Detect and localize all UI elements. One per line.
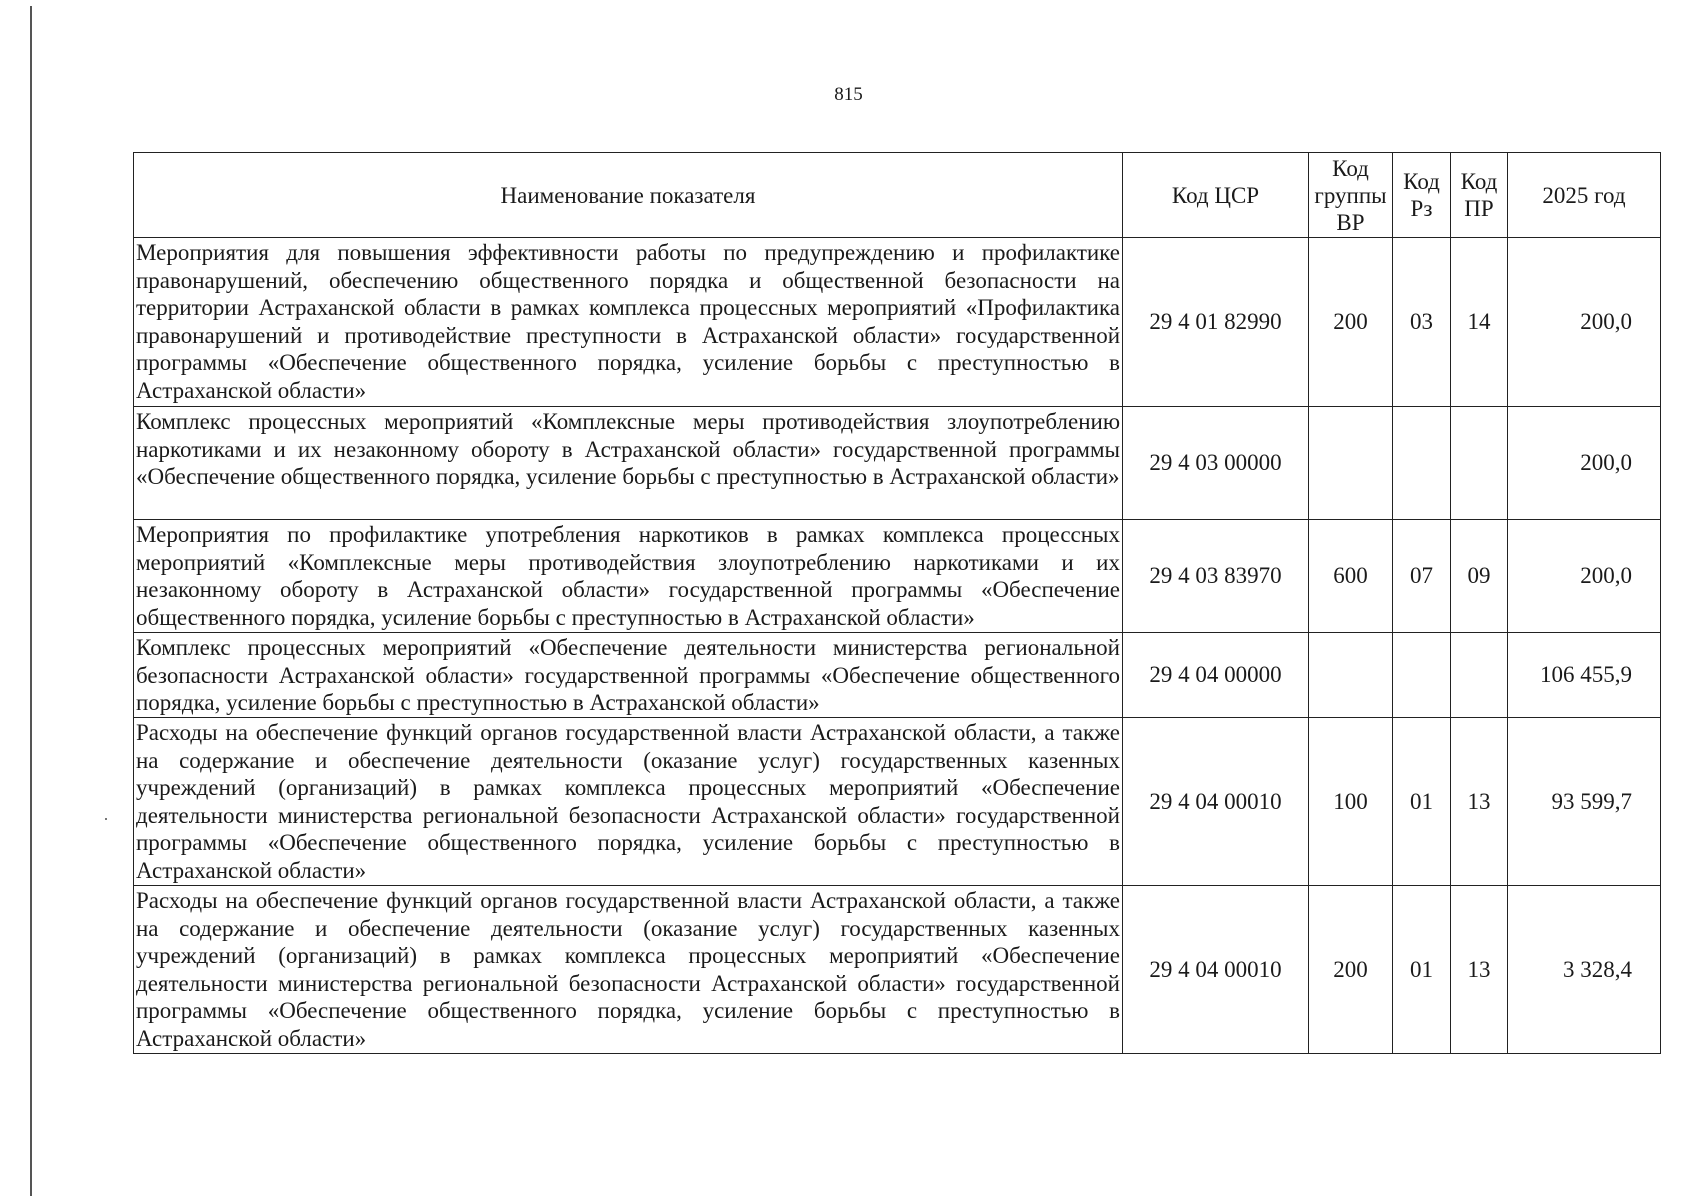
row-csr: 29 4 04 00000 [1123, 633, 1309, 718]
row-name: Комплекс процессных мероприятий «Обеспечение деятельности министерства региональной безопасности Астраханской области» государственной программы «Обеспечение общественного порядка, усиление борьбы с преступностью в Астраханской области» [134, 633, 1123, 718]
row-pr: 14 [1451, 238, 1508, 407]
row-name: Расходы на обеспечение функций органов государственной власти Астраханской области, а также на содержание и обеспечение деятельности (оказание услуг) государственных казенных учреждений (организаций) в рамках комплекса процессных мероприятий «Обеспечение деятельности министерства региональной безопасности Астраханской области» государственной программы «Обеспечение общественного порядка, усиление борьбы с преступностью в Астраханской области» [134, 886, 1123, 1054]
row-amount: 106 455,9 [1508, 633, 1661, 718]
scan-speck [105, 818, 107, 820]
row-name: Комплекс процессных мероприятий «Комплексные меры противодействия злоупотреблению наркотиками и их незаконному обороту в Астраханской области» государственной программы «Обеспечение общественного порядка, усиление борьбы с преступностью в Астраханской области» [134, 407, 1123, 520]
table-row [134, 718, 1661, 886]
row-vr [1309, 633, 1393, 718]
row-amount: 200,0 [1508, 520, 1661, 633]
row-csr: 29 4 04 00010 [1123, 886, 1309, 1054]
row-amount: 3 328,4 [1508, 886, 1661, 1054]
row-amount: 200,0 [1508, 407, 1661, 520]
row-rz: 01 [1393, 886, 1451, 1054]
row-name: Мероприятия по профилактике употребления наркотиков в рамках комплекса процессных мероприятий «Комплексные меры противодействия злоупотреблению наркотиками и их незаконному обороту в Астраханской области» государственной программы «Обеспечение общественного порядка, усиление борьбы с преступностью в Астраханской области» [134, 520, 1123, 633]
table-row [134, 238, 1661, 407]
row-csr: 29 4 03 00000 [1123, 407, 1309, 520]
row-pr [1451, 407, 1508, 520]
row-csr: 29 4 04 00010 [1123, 718, 1309, 886]
table-header-row [134, 153, 1661, 238]
row-rz [1393, 407, 1451, 520]
row-rz: 07 [1393, 520, 1451, 633]
row-csr: 29 4 03 83970 [1123, 520, 1309, 633]
row-rz: 03 [1393, 238, 1451, 407]
row-vr: 600 [1309, 520, 1393, 633]
row-pr: 13 [1451, 886, 1508, 1054]
row-amount: 93 599,7 [1508, 718, 1661, 886]
row-pr: 13 [1451, 718, 1508, 886]
row-csr: 29 4 01 82990 [1123, 238, 1309, 407]
table-row [134, 886, 1661, 1054]
row-vr: 200 [1309, 238, 1393, 407]
header-rz: Код Рз [1393, 153, 1451, 238]
header-vr: Код группы ВР [1309, 153, 1393, 238]
header-pr: Код ПР [1451, 153, 1508, 238]
header-csr: Код ЦСР [1123, 153, 1309, 238]
page-number: 815 [834, 84, 863, 105]
header-year: 2025 год [1508, 153, 1661, 238]
header-name: Наименование показателя [134, 153, 1123, 238]
row-vr: 200 [1309, 886, 1393, 1054]
binding-edge-line [30, 6, 32, 1196]
row-amount: 200,0 [1508, 238, 1661, 407]
table-row [134, 407, 1661, 520]
row-rz [1393, 633, 1451, 718]
table-row [134, 520, 1661, 633]
row-pr [1451, 633, 1508, 718]
row-rz: 01 [1393, 718, 1451, 886]
row-name: Расходы на обеспечение функций органов государственной власти Астраханской области, а также на содержание и обеспечение деятельности (оказание услуг) государственных казенных учреждений (организаций) в рамках комплекса процессных мероприятий «Обеспечение деятельности министерства региональной безопасности Астраханской области» государственной программы «Обеспечение общественного порядка, усиление борьбы с преступностью в Астраханской области» [134, 718, 1123, 886]
row-name: Мероприятия для повышения эффективности работы по предупреждению и профилактике правонарушений, обеспечению общественного порядка и общественной безопасности на территории Астраханской области в рамках комплекса процессных мероприятий «Профилактика правонарушений и противодействие преступности в Астраханской области» государственной программы «Обеспечение общественного порядка, усиление борьбы с преступностью в Астраханской области» [134, 238, 1123, 407]
table-row [134, 633, 1661, 718]
budget-table [133, 152, 1661, 1054]
row-vr: 100 [1309, 718, 1393, 886]
row-vr [1309, 407, 1393, 520]
row-pr: 09 [1451, 520, 1508, 633]
